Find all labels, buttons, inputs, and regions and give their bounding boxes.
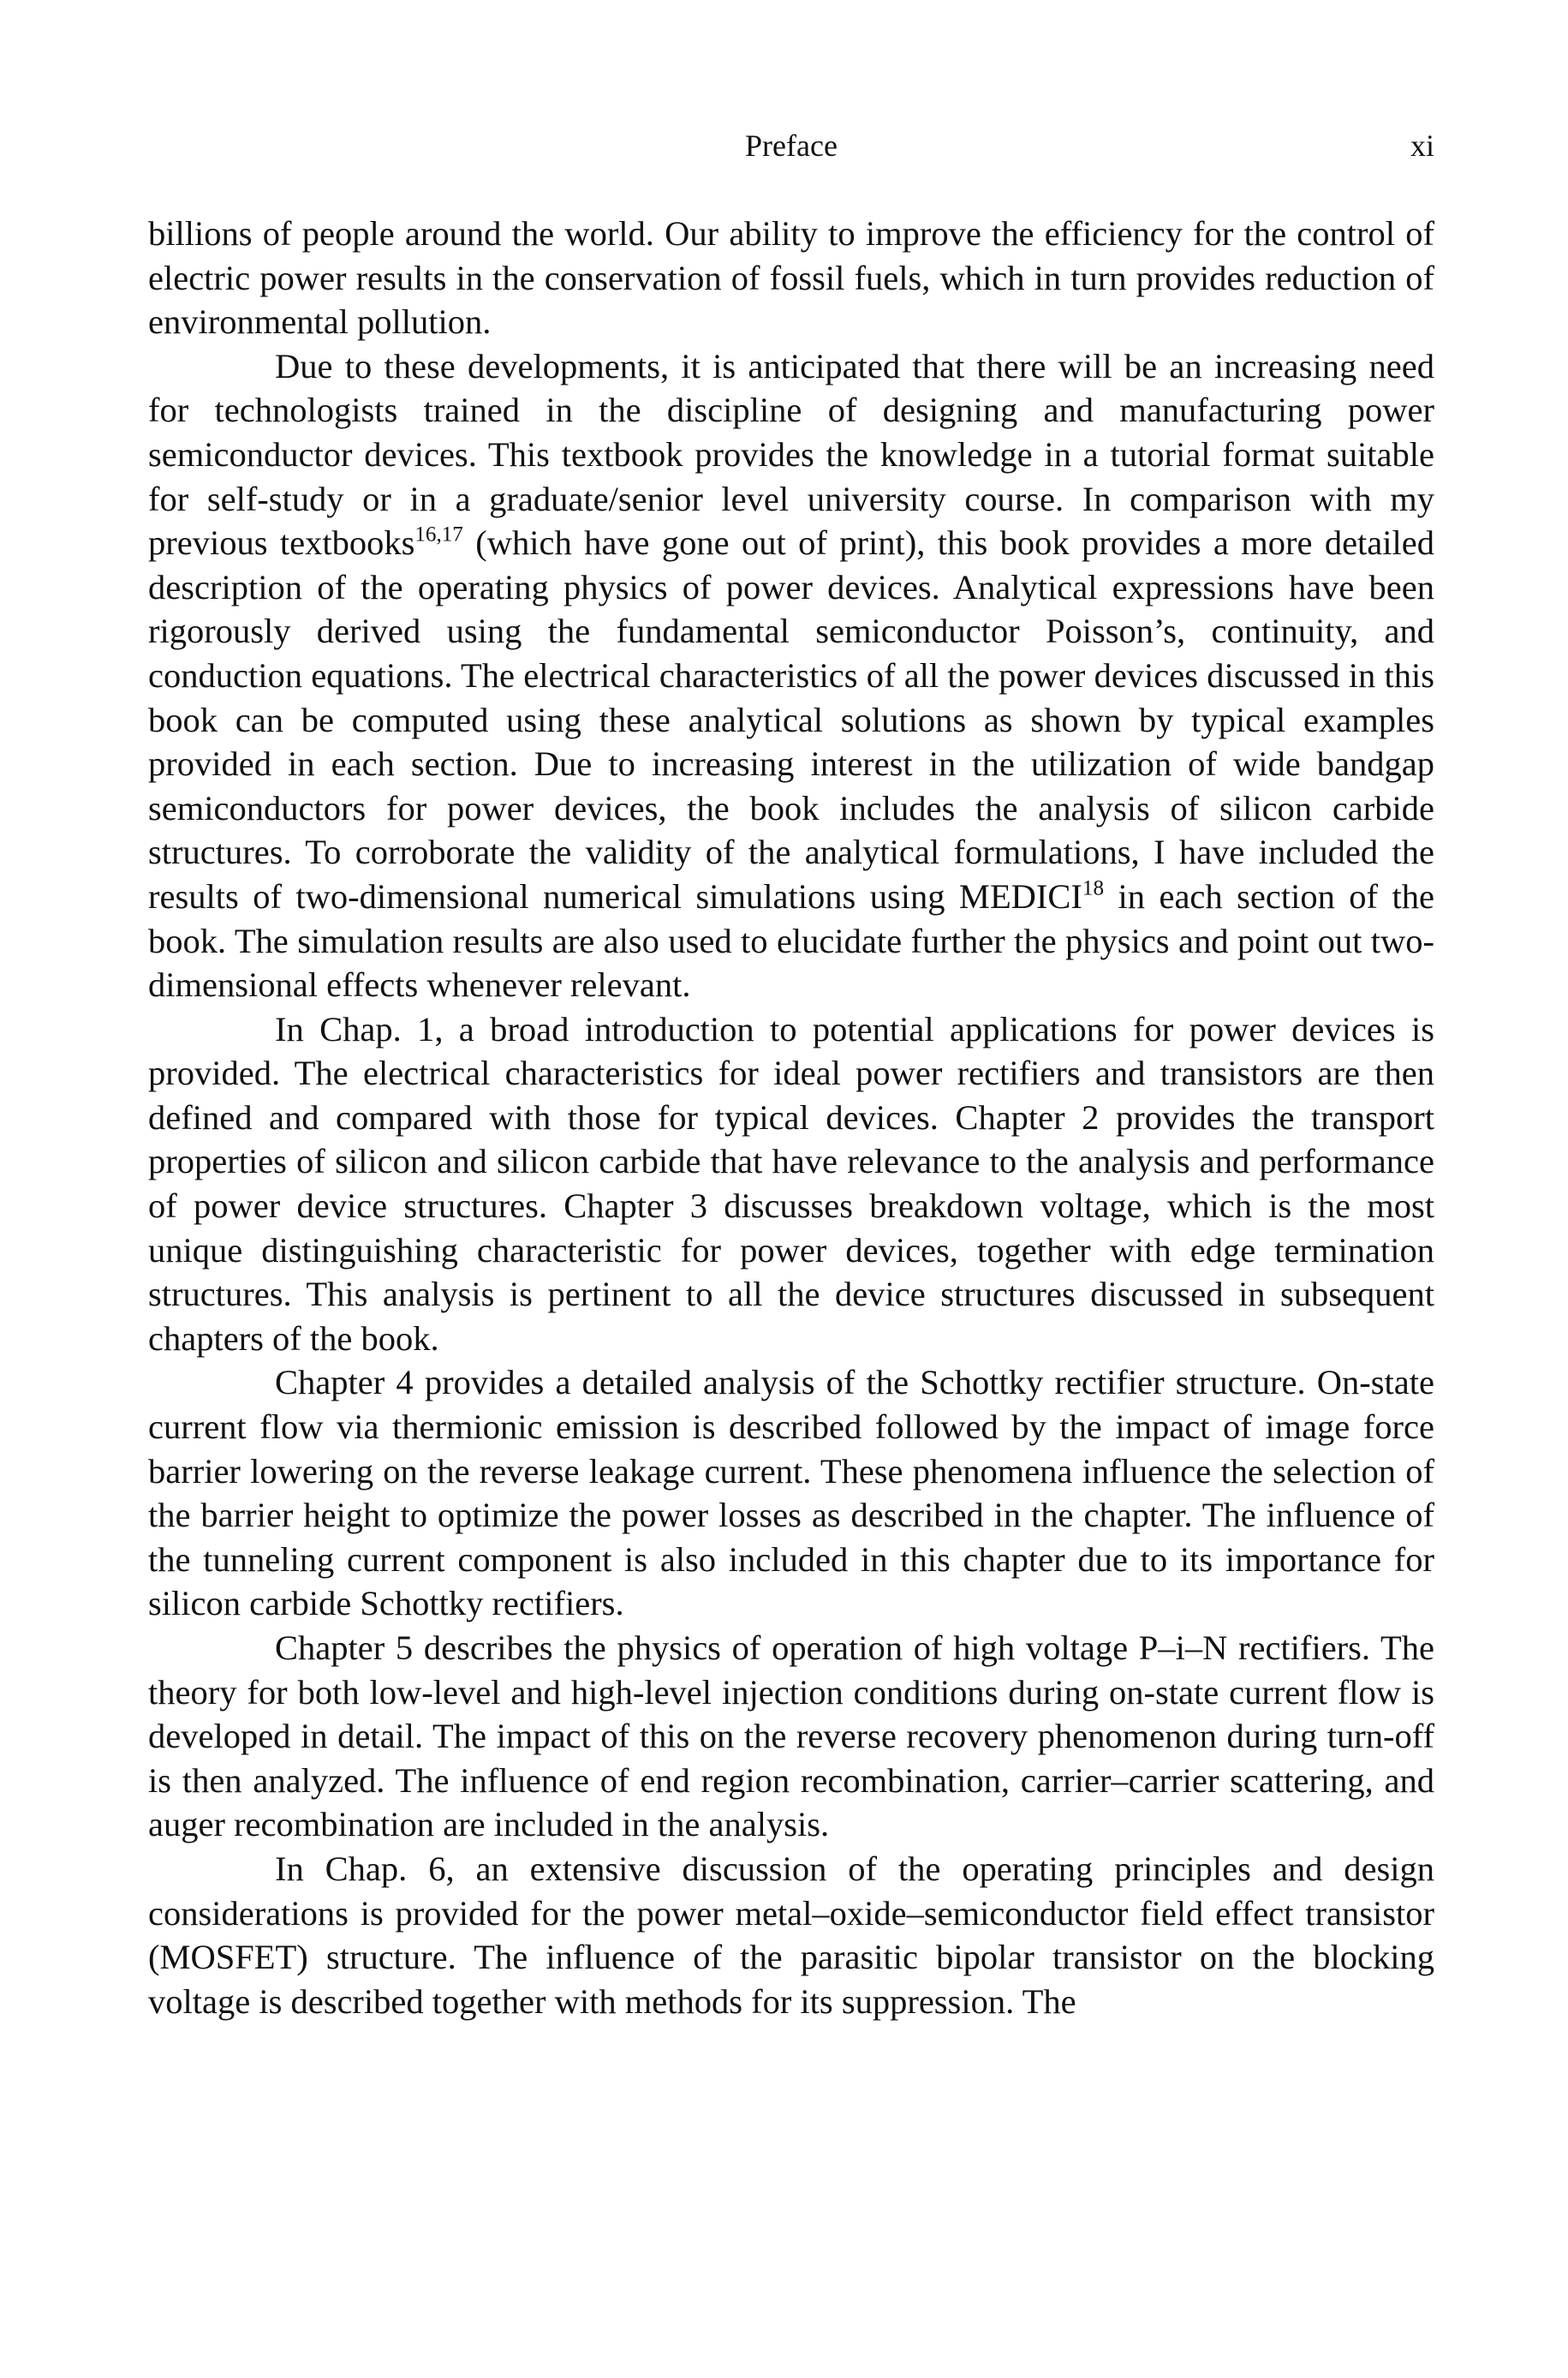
paragraph-4: Chapter 4 provides a detailed analysis of the Schottky rectifier structure. On-state current flow via thermionic emission is described followed by the impact of image force barrier lowering on the reverse leakage current. These phenomena influence the selection of the barrier height to optimize the power losses as described in the chapter. The influence of the tunneling current component is also included in this chapter due to its importance for silicon carbide Schottky rectifiers. [148, 1363, 1434, 1623]
reference-superscript-16-17: 16,17 [414, 523, 463, 547]
running-header [148, 124, 1434, 167]
paragraph-2-part-3: in each section of the book. The simulation results are also used to elucidate further the physics and point out two-dimensional effects whenever relevant. [148, 876, 1434, 1005]
paragraph-6: In Chap. 6, an extensive discussion of the operating principles and design considerations is provided for the power metal–oxide–semiconductor field effect transistor (MOSFET) structure. The influence of the parasitic bipolar transistor on the blocking voltage is described together with methods for its suppression. The [148, 1849, 1434, 2021]
paragraph-3: In Chap. 1, a broad introduction to potential applications for power devices is provided. The electrical characteristics for ideal power rectifiers and transistors are then defined and compared with those for typical devices. Chapter 2 provides the transport properties of silicon and silicon carbide that have relevance to the analysis and performance of power device structures. Chapter 3 discusses breakdown voltage, which is the most unique distinguishing characteristic for power devices, together with edge termination structures. This analysis is pertinent to all the device structures discussed in subsequent chapters of the book. [148, 1009, 1434, 1358]
paragraph-2 [148, 344, 1434, 1007]
paragraph-5: Chapter 5 describes the physics of operation of high voltage P–i–N rectifiers. The theory for both low-level and high-level injection conditions during on-state current flow is developed in detail. The impact of this on the reverse recovery phenomenon during turn-off is then analyzed. The influence of end region recombination, carrier–carrier scattering, and auger recombination are included in the analysis. [148, 1628, 1434, 1844]
paragraph-2-part-2: (which have gone out of print), this book provides a more detailed description of the operating physics of power devices. Analytical expressions have been rigorously derived using the fundamental semiconductor Poisson’s, continuity, and conduction equations. The electrical characteristics of all the power devices discussed in this book can be computed using these analytical solutions as shown by typical examples provided in each section. Due to increasing interest in the utilization of wide bandgap semiconductors for power devices, the book includes the analysis of silicon carbide structures. To corroborate the validity of the analytical formulations, I have included the results of two-dimensional numerical simulations using MEDICI [148, 523, 1435, 916]
running-title: Preface [745, 128, 838, 163]
body-text [148, 212, 1434, 2023]
paragraph-1: billions of people around the world. Our ability to improve the efficiency for the control of electric power results in the conservation of fossil fuels, which in turn provides reduction of environmental pollution. [148, 214, 1434, 342]
page-number: xi [1410, 128, 1434, 163]
paragraph-2-part-1: Due to these developments, it is anticipated that there will be an increasing need for technologists trained in the discipline of designing and manufacturing power semiconductor devices. This textbook provides the knowledge in a tutorial format suitable for self-study or in a graduate/senior level university course. In comparison with my previous textbooks [148, 346, 1434, 563]
reference-superscript-18: 18 [1082, 876, 1105, 900]
